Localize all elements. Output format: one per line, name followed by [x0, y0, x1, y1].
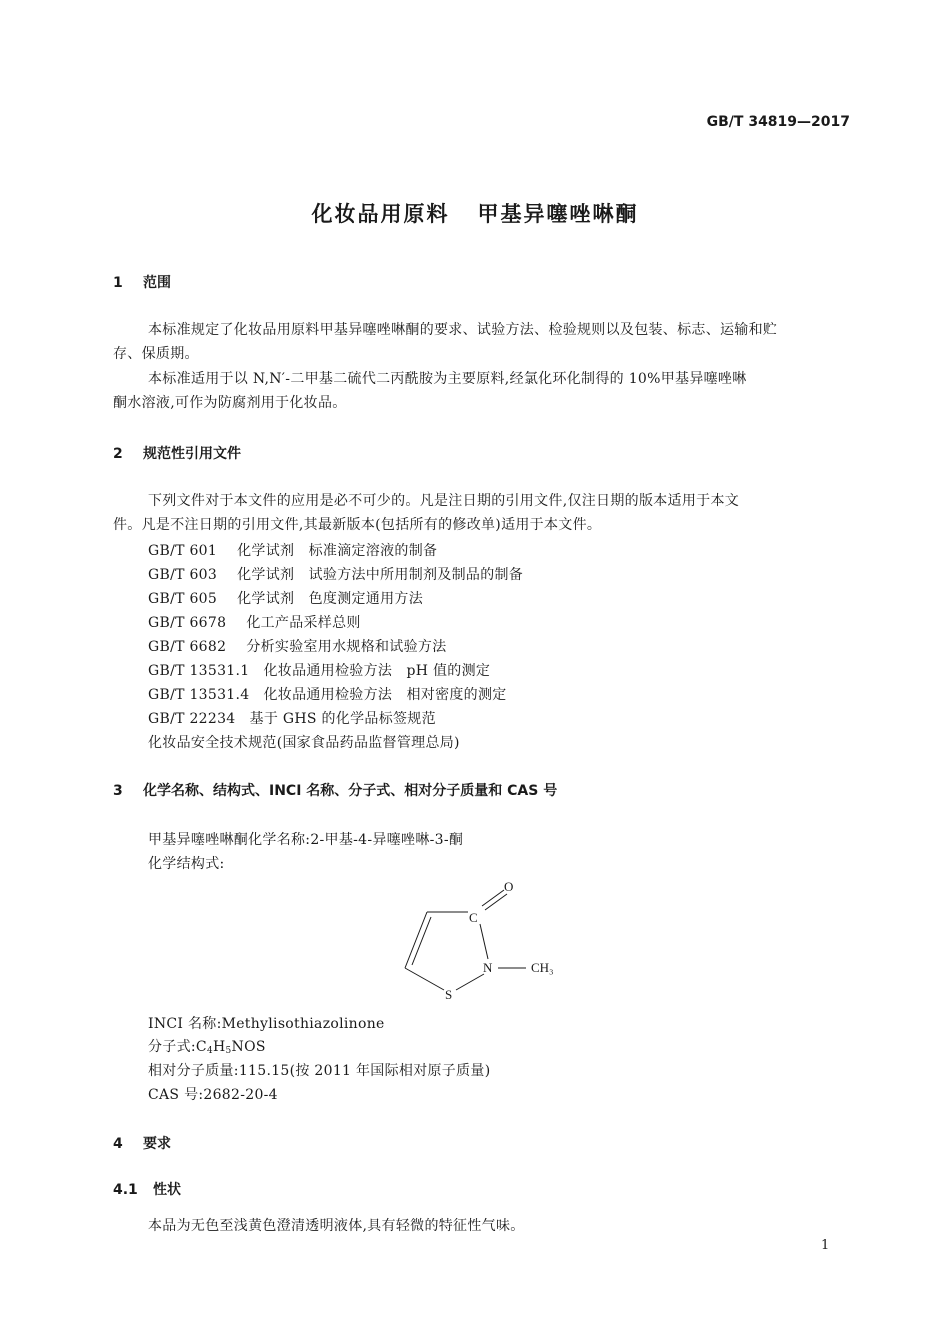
formula-h: H [212, 1039, 226, 1055]
appearance-text: 本品为无色至浅黄色澄清透明液体,具有轻微的特征性气味。 [148, 1218, 525, 1234]
formula-nos: NOS [231, 1039, 266, 1055]
section-title: 要求 [143, 1136, 171, 1152]
reference-item [148, 708, 436, 728]
section-number: 2 [113, 446, 123, 462]
bond-s-n [456, 974, 484, 990]
section-3-heading [113, 780, 557, 800]
atom-o: O [504, 879, 514, 894]
reference-item [148, 684, 507, 704]
section-number: 4 [113, 1136, 123, 1152]
bond-c5-c4-double [412, 917, 431, 965]
atom-ch3: CH₃ [531, 960, 554, 975]
reference-code: GB/T 603 [148, 567, 218, 583]
reference-item [148, 636, 447, 656]
molar-mass: 相对分子质量:115.15(按 2011 年国际相对原子质量) [148, 1063, 491, 1079]
reference-code: GB/T 601 [148, 543, 218, 559]
reference-item [148, 564, 523, 584]
subsection-title: 性状 [153, 1182, 181, 1198]
bond-c5-c4 [405, 912, 427, 968]
section-2-heading [113, 443, 241, 463]
section-4-heading [113, 1133, 171, 1153]
reference-title: 化妆品通用检验方法 pH 值的测定 [263, 663, 491, 679]
section-title: 规范性引用文件 [143, 446, 241, 462]
reference-code: GB/T 6678 [148, 615, 227, 631]
cas-number: CAS 号:2682-20-4 [148, 1087, 278, 1103]
subsection-number: 4.1 [113, 1182, 138, 1198]
title-part-1: 化妆品用原料 [311, 202, 450, 226]
section-title: 范围 [143, 275, 171, 291]
formula-c: C [195, 1039, 207, 1055]
reference-code: GB/T 13531.4 [148, 687, 250, 703]
reference-title: 化工产品采样总则 [246, 615, 361, 631]
scope-para-1-line-1: 本标准规定了化妆品用原料甲基异噻唑啉酮的要求、试验方法、检验规则以及包装、标志、运输和贮 [148, 322, 778, 338]
inci-name: INCI 名称:Methylisothiazolinone [148, 1016, 385, 1032]
standard-number: GB/T 34819—2017 [706, 114, 850, 130]
reference-item [148, 540, 437, 560]
reference-code: GB/T 6682 [148, 639, 227, 655]
formula-h-count: 5 [225, 1046, 232, 1056]
reference-title: 化学试剂 标准滴定溶液的制备 [237, 543, 438, 559]
reference-title: 分析实验室用水规格和试验方法 [246, 639, 447, 655]
reference-item [148, 612, 361, 632]
reference-item [148, 660, 490, 680]
reference-title: 化学试剂 试验方法中所用制剂及制品的制备 [237, 567, 524, 583]
reference-code: GB/T 605 [148, 591, 218, 607]
atom-c: C [469, 910, 478, 925]
reference-item-regulation: 化妆品安全技术规范(国家食品药品监督管理总局) [148, 735, 460, 751]
structure-label: 化学结构式: [148, 856, 225, 872]
atom-n: N [483, 960, 493, 975]
reference-title: 化妆品通用检验方法 相对密度的测定 [263, 687, 507, 703]
chemical-name: 甲基异噻唑啉酮化学名称:2-甲基-4-异噻唑啉-3-酮 [148, 832, 464, 848]
bond-c5-s [405, 968, 444, 990]
section-1-heading [113, 272, 171, 292]
references-intro-line-2: 件。凡是不注日期的引用文件,其最新版本(包括所有的修改单)适用于本文件。 [113, 517, 602, 533]
subsection-4-1-heading [113, 1179, 181, 1199]
title-part-2: 甲基异噻唑啉酮 [477, 202, 639, 226]
scope-para-1-line-2: 存、保质期。 [113, 346, 199, 362]
atom-s: S [445, 987, 453, 1002]
bond-c-n [480, 924, 488, 959]
reference-code: GB/T 13531.1 [148, 663, 250, 679]
reference-title: 化学试剂 色度测定通用方法 [237, 591, 424, 607]
references-intro-line-1: 下列文件对于本文件的应用是必不可少的。凡是注日期的引用文件,仅注日期的版本适用于本文 [148, 493, 740, 509]
reference-title: 基于 GHS 的化学品标签规范 [249, 711, 436, 727]
document-title [0, 198, 950, 228]
formula-label: 分子式: [148, 1039, 196, 1055]
molecular-formula [148, 1036, 266, 1056]
section-number: 3 [113, 783, 123, 799]
section-title: 化学名称、结构式、INCI 名称、分子式、相对分子质量和 CAS 号 [143, 783, 558, 799]
scope-para-2-line-1: 本标准适用于以 N,N′-二甲基二硫代二丙酰胺为主要原料,经氯化环化制得的 10%甲基异噻唑啉 [148, 371, 747, 387]
page-number: 1 [821, 1238, 830, 1253]
scope-para-2-line-2: 酮水溶液,可作为防腐剂用于化妆品。 [113, 395, 347, 411]
reference-code: GB/T 22234 [148, 711, 236, 727]
structural-formula [380, 872, 580, 1012]
reference-item [148, 588, 423, 608]
formula-c-count: 4 [206, 1046, 213, 1056]
section-number: 1 [113, 275, 123, 291]
